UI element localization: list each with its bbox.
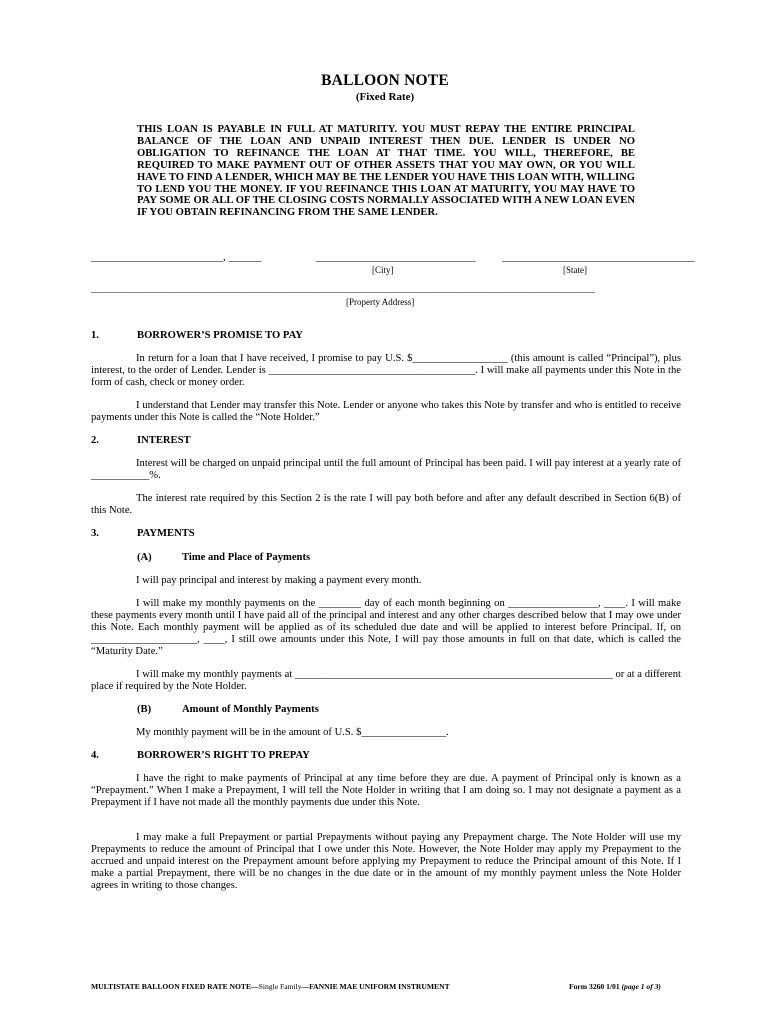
footer-part-a: MULTISTATE BALLOON FIXED RATE NOTE— <box>91 982 259 991</box>
footer-instrument-name <box>91 982 450 991</box>
date-line: ________________________, ______ <box>91 251 262 263</box>
document-title: BALLOON NOTE <box>321 72 449 89</box>
section-3b-label: (B) <box>137 704 152 715</box>
footer-form-number <box>569 982 661 991</box>
footer-form: Form 3260 1/01 <box>569 982 620 991</box>
city-line: _____________________________ <box>316 251 476 263</box>
section-3-title: PAYMENTS <box>137 528 195 539</box>
section-3b-paragraph-1: My monthly payment will be in the amount of U.S. $________________. <box>136 727 449 738</box>
section-4-paragraph-2: I may make a full Prepayment or partial Prepayments without paying any Prepayment charge. The Note Holder will use my Prepayments to reduce the amount of Principal that I owe under this Note. However, the Note Holder may apply my Prepayment to the accrued and unpaid interest on the Prepayment amount before applying my Prepayment to reduce the Principal amount of this Note. If I make a partial Prepayment, there will be no changes in the due date or in the amount of my monthly payment unless the Note Holder agrees in writing to those changes. <box>91 832 681 892</box>
section-3b-title: Amount of Monthly Payments <box>182 704 319 715</box>
section-3a-title: Time and Place of Payments <box>182 552 311 563</box>
section-1-number: 1. <box>91 330 99 341</box>
balloon-warning: THIS LOAN IS PAYABLE IN FULL AT MATURITY. YOU MUST REPAY THE ENTIRE PRINCIPAL BALANCE OF THE LOAN AND UNPAID INTEREST THEN DUE. LENDER IS UNDER NO OBLIGATION TO REFINANCE THE LOAN AT THAT TIME. YOU WILL, THEREFORE, BE REQUIRED TO MAKE PAYMENT OUT OF OTHER ASSETS THAT YOU MAY OWN, OR YOU WILL HAVE TO FIND A LENDER, WHICH MAY BE THE LENDER YOU HAVE THIS LOAN WITH, WILLING TO LEND YOU THE MONEY. IF YOU REFINANCE THIS LOAN AT MATURITY, YOU MAY HAVE TO PAY SOME OR ALL OF THE CLOSING COSTS NORMALLY ASSOCIATED WITH A NEW LOAN EVEN IF YOU OBTAIN REFINANCING FROM THE SAME LENDER. <box>137 124 635 219</box>
state-label: [State] <box>563 265 587 275</box>
property-address-label: [Property Address] <box>346 297 415 307</box>
section-1-paragraph-2: I understand that Lender may transfer this Note. Lender or anyone who takes this Note by transfer and who is entitled to receive payments under this Note is called the “Note Holder.” <box>91 400 681 424</box>
section-3a-paragraph-3: I will make my monthly payments at ____________________________________________________________ or at a different place if required by the Note Holder. <box>91 669 681 693</box>
section-1-paragraph-1: In return for a loan that I have received, I promise to pay U.S. $__________________ (this amount is called “Principal”), plus interest, to the order of Lender. Lender is _______________________________________. I will make all payments under this Note in the form of cash, check or money order. <box>91 353 681 389</box>
footer-part-c: —FANNIE MAE UNIFORM INSTRUMENT <box>301 982 450 991</box>
section-4-paragraph-1: I have the right to make payments of Principal at any time before they are due. A payment of Principal only is known as a “Prepayment.” When I make a Prepayment, I will tell the Note Holder in writing that I am doing so. I may not designate a payment as a Prepayment if I have not made all the monthly payments due under this Note. <box>91 773 681 809</box>
section-4-title: BORROWER’S RIGHT TO PREPAY <box>137 750 310 761</box>
section-3a-label: (A) <box>137 552 152 563</box>
section-2-paragraph-2: The interest rate required by this Section 2 is the rate I will pay both before and after any default described in Section 6(B) of this Note. <box>91 493 681 517</box>
section-3-number: 3. <box>91 528 99 539</box>
footer-part-b: Single Family <box>258 982 302 991</box>
section-1-title: BORROWER’S PROMISE TO PAY <box>137 330 303 341</box>
city-label: [City] <box>372 265 394 275</box>
section-2-number: 2. <box>91 435 99 446</box>
section-3a-paragraph-1: I will pay principal and interest by making a payment every month. <box>136 575 422 586</box>
document-subtitle: (Fixed Rate) <box>355 91 415 103</box>
section-4-number: 4. <box>91 750 99 761</box>
section-3a-paragraph-2: I will make my monthly payments on the ________ day of each month beginning on _________________, ____. I will make these payments every month until I have paid all of the principal and interest and any other charges described below that I may owe under this Note. Each monthly payment will be applied as of its scheduled due date and will be applied to interest before Principal. If, on ____________________, ____, I still owe amounts under this Note, I will pay those amounts in full on that date, which is called the “Maturity Date.” <box>91 598 681 658</box>
property-address-line: ________________________________________________________________________________________________________________ <box>91 284 595 294</box>
section-2-paragraph-1: Interest will be charged on unpaid principal until the full amount of Principal has been paid. I will pay interest at a yearly rate of ___________%. <box>91 458 681 482</box>
footer-page-number: (page 1 of 3) <box>621 982 661 991</box>
state-line: ___________________________________ <box>502 251 695 263</box>
section-2-title: INTEREST <box>137 435 191 446</box>
